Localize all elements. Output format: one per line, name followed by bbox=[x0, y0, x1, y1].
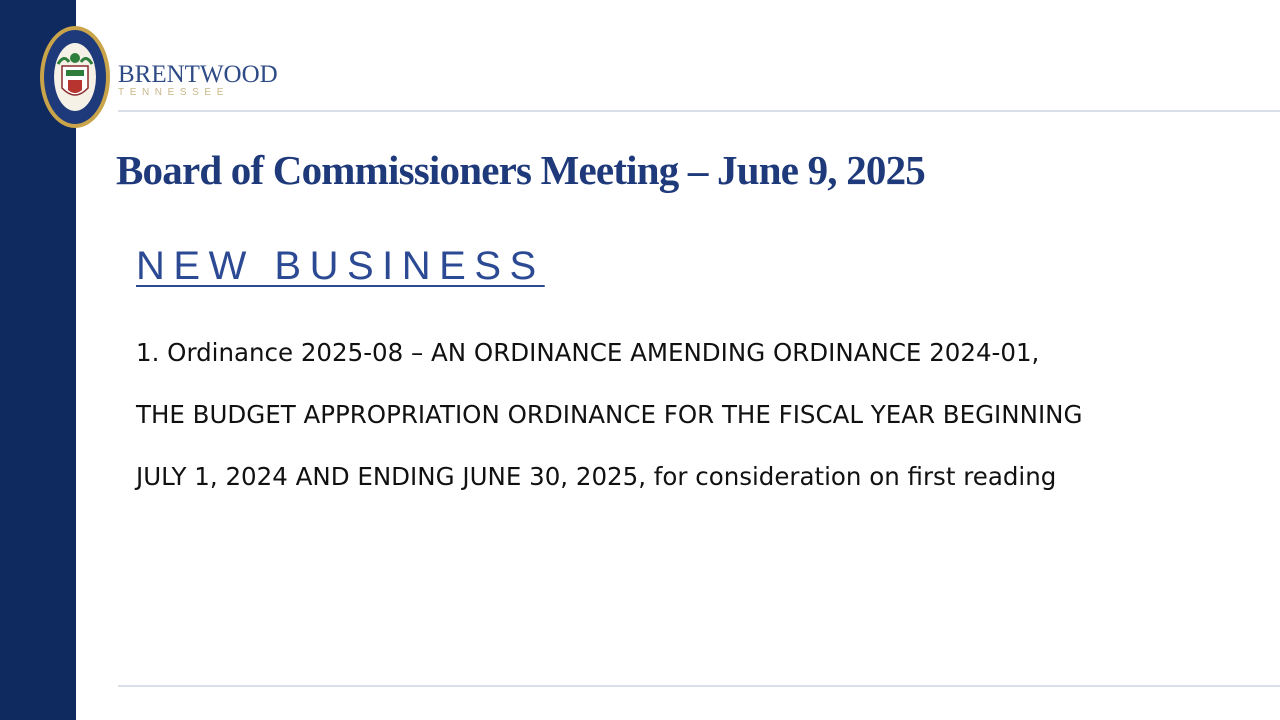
brand-logo bbox=[118, 62, 278, 98]
agenda-item-line: JULY 1, 2024 AND ENDING JUNE 30, 2025, for consideration on first reading bbox=[136, 462, 1057, 491]
city-seal-icon bbox=[38, 24, 112, 130]
brand-name: BRENTWOOD bbox=[118, 61, 278, 88]
agenda-item-line: 1. Ordinance 2025-08 – AN ORDINANCE AMENDING ORDINANCE 2024-01, bbox=[136, 338, 1040, 367]
agenda-item bbox=[136, 322, 1256, 508]
section-heading: NEW BUSINESS bbox=[136, 244, 545, 288]
slide-title: Board of Commissioners Meeting – June 9, 2025 bbox=[116, 147, 926, 193]
footer-divider bbox=[118, 685, 1280, 687]
brand-state: TENNESSEE bbox=[118, 87, 229, 98]
agenda-item-line: THE BUDGET APPROPRIATION ORDINANCE FOR THE FISCAL YEAR BEGINNING bbox=[136, 400, 1083, 429]
header-divider bbox=[118, 110, 1280, 112]
